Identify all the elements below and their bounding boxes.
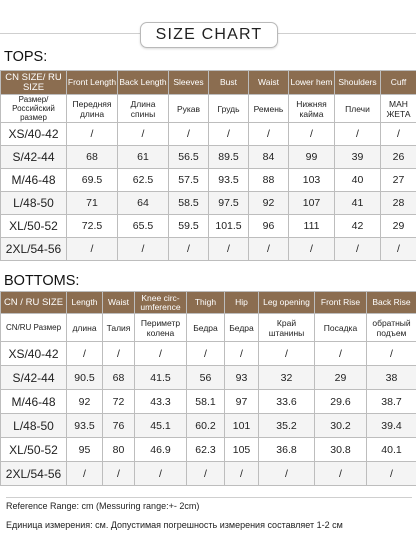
bottoms-value-cell: 101 xyxy=(225,414,259,438)
tops-value-cell: 62.5 xyxy=(118,169,169,192)
tops-header-cell: Sleeves xyxy=(169,71,209,95)
bottoms-table-row xyxy=(1,366,416,390)
bottoms-subheader-row xyxy=(1,314,416,342)
tops-value-cell: 99 xyxy=(289,146,335,169)
tops-value-cell: 101.5 xyxy=(209,215,249,238)
tops-value-cell: / xyxy=(249,123,289,146)
tops-value-cell: 61 xyxy=(118,146,169,169)
bottoms-value-cell: 68 xyxy=(103,366,135,390)
tops-table-row xyxy=(1,123,416,146)
tops-value-cell: / xyxy=(118,238,169,261)
tops-subheader-cell: МАН ЖЕТА xyxy=(381,95,416,123)
tops-table-row xyxy=(1,238,416,261)
tops-value-cell: 69.5 xyxy=(67,169,118,192)
tops-value-cell: / xyxy=(335,238,381,261)
tops-value-cell: 84 xyxy=(249,146,289,169)
tops-value-cell: 27 xyxy=(381,169,416,192)
tops-value-cell: 96 xyxy=(249,215,289,238)
bottoms-header-cell: Hip xyxy=(225,292,259,314)
tops-value-cell: 59.5 xyxy=(169,215,209,238)
bottoms-value-cell: / xyxy=(367,342,416,366)
bottoms-value-cell: 32 xyxy=(259,366,315,390)
bottoms-value-cell: / xyxy=(187,462,225,486)
tops-header-cell: CN SIZE/ RU SIZE xyxy=(1,71,67,95)
tops-value-cell: 97.5 xyxy=(209,192,249,215)
tops-value-cell: / xyxy=(209,238,249,261)
bottoms-value-cell: 105 xyxy=(225,438,259,462)
tops-value-cell: 64 xyxy=(118,192,169,215)
bottoms-header-cell: Knee circ- umference xyxy=(135,292,187,314)
header-rule-right xyxy=(276,33,416,34)
page-title: SIZE CHART xyxy=(140,22,278,48)
tops-subheader-cell: Рукав xyxy=(169,95,209,123)
bottoms-value-cell: 30.8 xyxy=(315,438,367,462)
bottoms-subheader-cell: Посадка xyxy=(315,314,367,342)
tops-value-cell: 93.5 xyxy=(209,169,249,192)
tops-table xyxy=(0,70,416,261)
tops-subheader-cell: Грудь xyxy=(209,95,249,123)
bottoms-value-cell: 62.3 xyxy=(187,438,225,462)
bottoms-table xyxy=(0,291,416,486)
header xyxy=(0,0,416,46)
bottoms-value-cell: 97 xyxy=(225,390,259,414)
bottoms-value-cell: / xyxy=(315,462,367,486)
bottoms-header-cell: Thigh xyxy=(187,292,225,314)
bottoms-value-cell: 56 xyxy=(187,366,225,390)
bottoms-section-label: BOTTOMS: xyxy=(4,273,80,289)
bottoms-subheader-cell: Периметр колена xyxy=(135,314,187,342)
bottoms-value-cell: 45.1 xyxy=(135,414,187,438)
bottoms-table-row xyxy=(1,438,416,462)
bottoms-value-cell: 35.2 xyxy=(259,414,315,438)
tops-value-cell: / xyxy=(169,238,209,261)
tops-value-cell: / xyxy=(381,238,416,261)
tops-subheader-row xyxy=(1,95,416,123)
tops-subheader-cell: Плечи xyxy=(335,95,381,123)
bottoms-value-cell: 90.5 xyxy=(67,366,103,390)
tops-table-row xyxy=(1,169,416,192)
bottoms-value-cell: / xyxy=(315,342,367,366)
notes-divider xyxy=(6,497,412,498)
tops-value-cell: 88 xyxy=(249,169,289,192)
bottoms-value-cell: 60.2 xyxy=(187,414,225,438)
tops-value-cell: 72.5 xyxy=(67,215,118,238)
tops-value-cell: 28 xyxy=(381,192,416,215)
tops-value-cell: 57.5 xyxy=(169,169,209,192)
tops-header-cell: Cuff xyxy=(381,71,416,95)
tops-size-cell: 2XL/54-56 xyxy=(1,238,67,261)
bottoms-size-cell: XS/40-42 xyxy=(1,342,67,366)
bottoms-value-cell: / xyxy=(259,342,315,366)
tops-value-cell: / xyxy=(289,123,335,146)
tops-size-cell: XS/40-42 xyxy=(1,123,67,146)
tops-table-row xyxy=(1,146,416,169)
bottoms-subheader-cell: CN/RU Размер xyxy=(1,314,67,342)
tops-header-cell: Back Length xyxy=(118,71,169,95)
tops-table-row xyxy=(1,215,416,238)
tops-header-cell: Lower hem xyxy=(289,71,335,95)
tops-value-cell: / xyxy=(335,123,381,146)
bottoms-value-cell: 29.6 xyxy=(315,390,367,414)
bottoms-value-cell: 38 xyxy=(367,366,416,390)
bottoms-value-cell: / xyxy=(135,462,187,486)
bottoms-size-cell: L/48-50 xyxy=(1,414,67,438)
bottoms-value-cell: 76 xyxy=(103,414,135,438)
russian-unit-note: Единица измерения: см. Допустимая погрешность измерения составляет 1-2 см xyxy=(6,520,343,530)
tops-subheader-cell: Нижняя кайма xyxy=(289,95,335,123)
tops-value-cell: / xyxy=(289,238,335,261)
bottoms-value-cell: / xyxy=(135,342,187,366)
bottoms-subheader-cell: Талия xyxy=(103,314,135,342)
tops-header-cell: Shoulders xyxy=(335,71,381,95)
reference-range-note: Reference Range: cm (Messuring range:+- 2cm) xyxy=(6,501,200,511)
tops-size-cell: XL/50-52 xyxy=(1,215,67,238)
bottoms-header-cell: Waist xyxy=(103,292,135,314)
tops-header-row xyxy=(1,71,416,95)
tops-subheader-cell: Передняя длина xyxy=(67,95,118,123)
bottoms-value-cell: 58.1 xyxy=(187,390,225,414)
tops-header-cell: Front Length xyxy=(67,71,118,95)
bottoms-size-cell: M/46-48 xyxy=(1,390,67,414)
bottoms-value-cell: 80 xyxy=(103,438,135,462)
bottoms-size-cell: XL/50-52 xyxy=(1,438,67,462)
tops-value-cell: 92 xyxy=(249,192,289,215)
bottoms-table-row xyxy=(1,342,416,366)
bottoms-subheader-cell: обратный подъем xyxy=(367,314,416,342)
bottoms-value-cell: 40.1 xyxy=(367,438,416,462)
tops-size-cell: S/42-44 xyxy=(1,146,67,169)
bottoms-value-cell: 29 xyxy=(315,366,367,390)
tops-value-cell: 111 xyxy=(289,215,335,238)
bottoms-header-cell: Length xyxy=(67,292,103,314)
tops-value-cell: 103 xyxy=(289,169,335,192)
tops-value-cell: 42 xyxy=(335,215,381,238)
bottoms-value-cell: 46.9 xyxy=(135,438,187,462)
bottoms-value-cell: / xyxy=(187,342,225,366)
tops-value-cell: 107 xyxy=(289,192,335,215)
bottoms-table-row xyxy=(1,462,416,486)
bottoms-value-cell: / xyxy=(103,342,135,366)
bottoms-value-cell: / xyxy=(225,342,259,366)
tops-value-cell: / xyxy=(169,123,209,146)
bottoms-value-cell: 41.5 xyxy=(135,366,187,390)
tops-value-cell: / xyxy=(209,123,249,146)
tops-value-cell: 41 xyxy=(335,192,381,215)
bottoms-table-row xyxy=(1,414,416,438)
tops-value-cell: 58.5 xyxy=(169,192,209,215)
tops-size-cell: M/46-48 xyxy=(1,169,67,192)
tops-table-row xyxy=(1,192,416,215)
tops-value-cell: / xyxy=(249,238,289,261)
bottoms-value-cell: / xyxy=(367,462,416,486)
bottoms-subheader-cell: длина xyxy=(67,314,103,342)
bottoms-value-cell: 30.2 xyxy=(315,414,367,438)
bottoms-table-row xyxy=(1,390,416,414)
tops-value-cell: / xyxy=(118,123,169,146)
measurement-notes xyxy=(6,497,412,531)
tops-value-cell: / xyxy=(67,238,118,261)
bottoms-size-cell: 2XL/54-56 xyxy=(1,462,67,486)
bottoms-subheader-cell: Бедра xyxy=(225,314,259,342)
bottoms-subheader-cell: Бедра xyxy=(187,314,225,342)
tops-value-cell: 89.5 xyxy=(209,146,249,169)
bottoms-value-cell: 93 xyxy=(225,366,259,390)
bottoms-value-cell: / xyxy=(259,462,315,486)
bottoms-value-cell: 43.3 xyxy=(135,390,187,414)
bottoms-value-cell: / xyxy=(67,342,103,366)
tops-header-cell: Bust xyxy=(209,71,249,95)
tops-subheader-cell: Ремень xyxy=(249,95,289,123)
bottoms-value-cell: / xyxy=(103,462,135,486)
tops-section-label: TOPS: xyxy=(4,49,48,65)
bottoms-header-row xyxy=(1,292,416,314)
tops-size-cell: L/48-50 xyxy=(1,192,67,215)
tops-value-cell: 39 xyxy=(335,146,381,169)
bottoms-header-cell: CN / RU SIZE xyxy=(1,292,67,314)
bottoms-value-cell: 39.4 xyxy=(367,414,416,438)
tops-value-cell: 65.5 xyxy=(118,215,169,238)
tops-value-cell: 68 xyxy=(67,146,118,169)
bottoms-value-cell: 33.6 xyxy=(259,390,315,414)
tops-value-cell: 40 xyxy=(335,169,381,192)
bottoms-value-cell: 36.8 xyxy=(259,438,315,462)
bottoms-value-cell: 93.5 xyxy=(67,414,103,438)
bottoms-value-cell: / xyxy=(67,462,103,486)
tops-subheader-cell: Длина спины xyxy=(118,95,169,123)
bottoms-value-cell: 38.7 xyxy=(367,390,416,414)
tops-header-cell: Waist xyxy=(249,71,289,95)
tops-subheader-cell: Размер/ Российский размер xyxy=(1,95,67,123)
tops-value-cell: / xyxy=(67,123,118,146)
tops-value-cell: 26 xyxy=(381,146,416,169)
tops-value-cell: 29 xyxy=(381,215,416,238)
tops-value-cell: 56.5 xyxy=(169,146,209,169)
bottoms-value-cell: / xyxy=(225,462,259,486)
bottoms-value-cell: 72 xyxy=(103,390,135,414)
tops-value-cell: 71 xyxy=(67,192,118,215)
bottoms-size-cell: S/42-44 xyxy=(1,366,67,390)
header-rule-left xyxy=(0,33,140,34)
bottoms-header-cell: Back Rise xyxy=(367,292,416,314)
tops-value-cell: / xyxy=(381,123,416,146)
bottoms-header-cell: Leg opening xyxy=(259,292,315,314)
bottoms-subheader-cell: Край штанины xyxy=(259,314,315,342)
bottoms-value-cell: 95 xyxy=(67,438,103,462)
bottoms-value-cell: 92 xyxy=(67,390,103,414)
bottoms-header-cell: Front Rise xyxy=(315,292,367,314)
